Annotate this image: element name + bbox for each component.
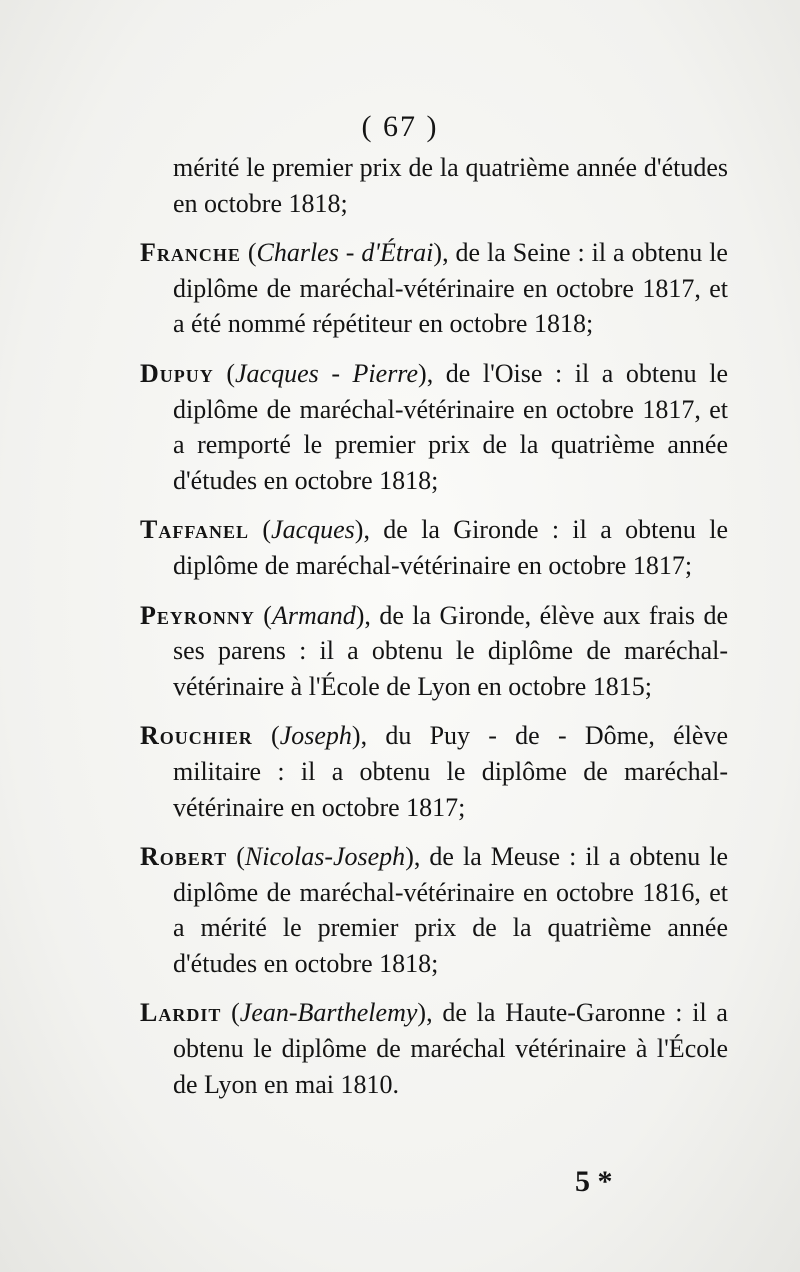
text-block xyxy=(140,150,728,1116)
entry-surname: Taffanel xyxy=(140,515,250,545)
entry-text: , de la Gironde, élève aux frais de ses parens : il a obtenu le diplôme de maréchal-vétérinaire à l'École de Lyon en octobre 1815; xyxy=(173,600,728,701)
entry-given-name: Jean-Barthelemy xyxy=(239,998,418,1028)
entry-dupuy: Dupuy (Jacques - Pierre), de l'Oise : il a obtenu le diplôme de maréchal-vétérinaire en octobre 1817, et a remporté le premier prix de la quatrième année d'études en octobre 1818; xyxy=(140,358,728,495)
entry-text: , de la Meuse : il a obtenu le diplôme de maréchal-vétérinaire en octobre 1816, et a mérité le premier prix de la quatrième année d'études en octobre 1818; xyxy=(173,842,728,978)
entry-text: , de la Seine : il a obtenu le diplôme de maréchal-vétérinaire en octobre 1817, et a été nommé répétiteur en octobre 1818; xyxy=(173,238,728,339)
entry-surname: Peyronny xyxy=(140,600,255,630)
entry-given-name: Joseph xyxy=(279,721,352,751)
entry-given-name: Charles - d'Étrai xyxy=(256,238,434,268)
entry-given-name: Jacques - Pierre xyxy=(235,358,419,388)
entry-surname: Rouchier xyxy=(140,721,253,751)
entry-peyronny: Peyronny (Armand), de la Gironde, élève aux frais de ses parens : il a obtenu le diplôme de maréchal-vétérinaire à l'École de Lyon en octobre 1815; xyxy=(140,600,728,701)
entry-taffanel: Taffanel (Jacques), de la Gironde : il a obtenu le diplôme de maréchal-vétérinaire en octobre 1817; xyxy=(140,515,728,580)
entry-franche: Franche (Charles - d'Étrai), de la Seine : il a obtenu le diplôme de maréchal-vétérinaire en octobre 1817, et a été nommé répétiteur en octobre 1818; xyxy=(140,238,728,339)
entry-text: , de la Haute-Garonne : il a obtenu le diplôme de maréchal vétérinaire à l'École de Lyon en mai 1810. xyxy=(173,998,728,1099)
entry-surname: Dupuy xyxy=(140,358,214,388)
entry-surname: Franche xyxy=(140,238,241,268)
entry-given-name: Nicolas-Joseph xyxy=(244,842,406,872)
page-number: ( 67 ) xyxy=(361,110,439,143)
entry-rouchier: Rouchier (Joseph), du Puy - de - Dôme, élève militaire : il a obtenu le diplôme de maréchal-vétérinaire en octobre 1817; xyxy=(140,721,728,822)
entry-surname: Lardit xyxy=(140,998,222,1028)
intro-paragraph: mérité le premier prix de la quatrième année d'études en octobre 1818; xyxy=(173,153,728,218)
entry-text: , de l'Oise : il a obtenu le diplôme de maréchal-vétérinaire en octobre 1817, et a remporté le premier prix de la quatrième année d'études en octobre 1818; xyxy=(173,358,728,495)
entry-surname: Robert xyxy=(140,842,228,872)
entry-given-name: Armand xyxy=(271,600,356,630)
entry-given-name: Jacques xyxy=(271,515,355,545)
entry-text: , de la Gironde : il a obtenu le diplôme de maréchal-vétérinaire en octobre 1817; xyxy=(173,515,728,580)
entry-text: , du Puy - de - Dôme, élève militaire : il a obtenu le diplôme de maréchal-vétérinaire en octobre 1817; xyxy=(173,721,728,822)
signature-mark: 5 * xyxy=(575,1165,613,1198)
entry-robert: Robert (Nicolas-Joseph), de la Meuse : il a obtenu le diplôme de maréchal-vétérinaire en octobre 1816, et a mérité le premier prix de la quatrième année d'études en octobre 1818; xyxy=(140,842,728,978)
entry-lardit: Lardit (Jean-Barthelemy), de la Haute-Garonne : il a obtenu le diplôme de maréchal vétérinaire à l'École de Lyon en mai 1810. xyxy=(140,998,728,1099)
